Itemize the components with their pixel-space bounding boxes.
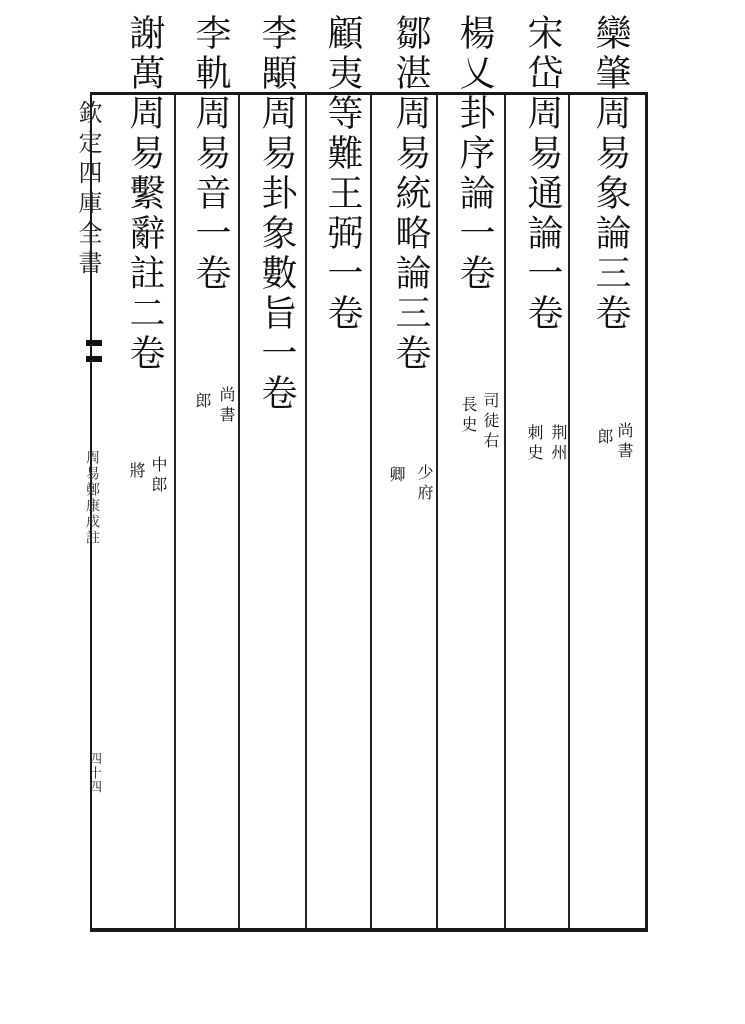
- column-divider: [174, 95, 176, 929]
- entry-main-text: 楊乂卦序論一卷: [454, 14, 495, 294]
- entry-main-text: 宋岱周易通論一卷: [522, 14, 563, 334]
- entry-note-right: 尚書: [615, 422, 634, 462]
- entry-note-left: 將: [127, 462, 146, 482]
- entry-note-right: 司徒右: [481, 392, 500, 452]
- column-divider: [305, 95, 307, 929]
- entry-note-right: 中郎: [149, 456, 168, 496]
- column-divider: [504, 95, 506, 929]
- entry-note-right: 尚書: [217, 386, 236, 426]
- entry-main-text: 顧夷等難王弼一卷: [322, 14, 363, 334]
- entry-note-left: 卿: [387, 466, 406, 486]
- entry-main-text: 李軌周易音一卷: [190, 14, 231, 294]
- entry-main-text: 欒肇周易象論三卷: [590, 14, 631, 334]
- margin-heart-title: 周易鄭康成註: [84, 450, 100, 546]
- column-divider: [436, 95, 438, 929]
- column-divider: [370, 95, 372, 929]
- entry-note-left: 長史: [459, 396, 478, 436]
- entry-note-left: 郎: [193, 392, 212, 412]
- entry-main-text: 謝萬周易繫辭註二卷: [124, 14, 165, 374]
- entry-note-right: 少府: [415, 464, 434, 504]
- page-number: 四十四: [86, 752, 101, 794]
- entry-main-text: 李顒周易卦象數旨一卷: [256, 14, 297, 414]
- entry-note-left: 郎: [595, 428, 614, 448]
- bottom-border: [92, 928, 648, 932]
- entry-main-text: 鄒湛周易統略論三卷: [390, 14, 431, 374]
- entry-note-right: 荆州: [549, 424, 568, 464]
- column-divider: [238, 95, 240, 929]
- margin-book-title: 欽定四庫全書: [74, 100, 102, 280]
- entry-note-left: 刺史: [525, 424, 544, 464]
- fish-tail-mark: [86, 340, 102, 362]
- column-divider: [568, 95, 570, 929]
- page-frame: [90, 92, 648, 932]
